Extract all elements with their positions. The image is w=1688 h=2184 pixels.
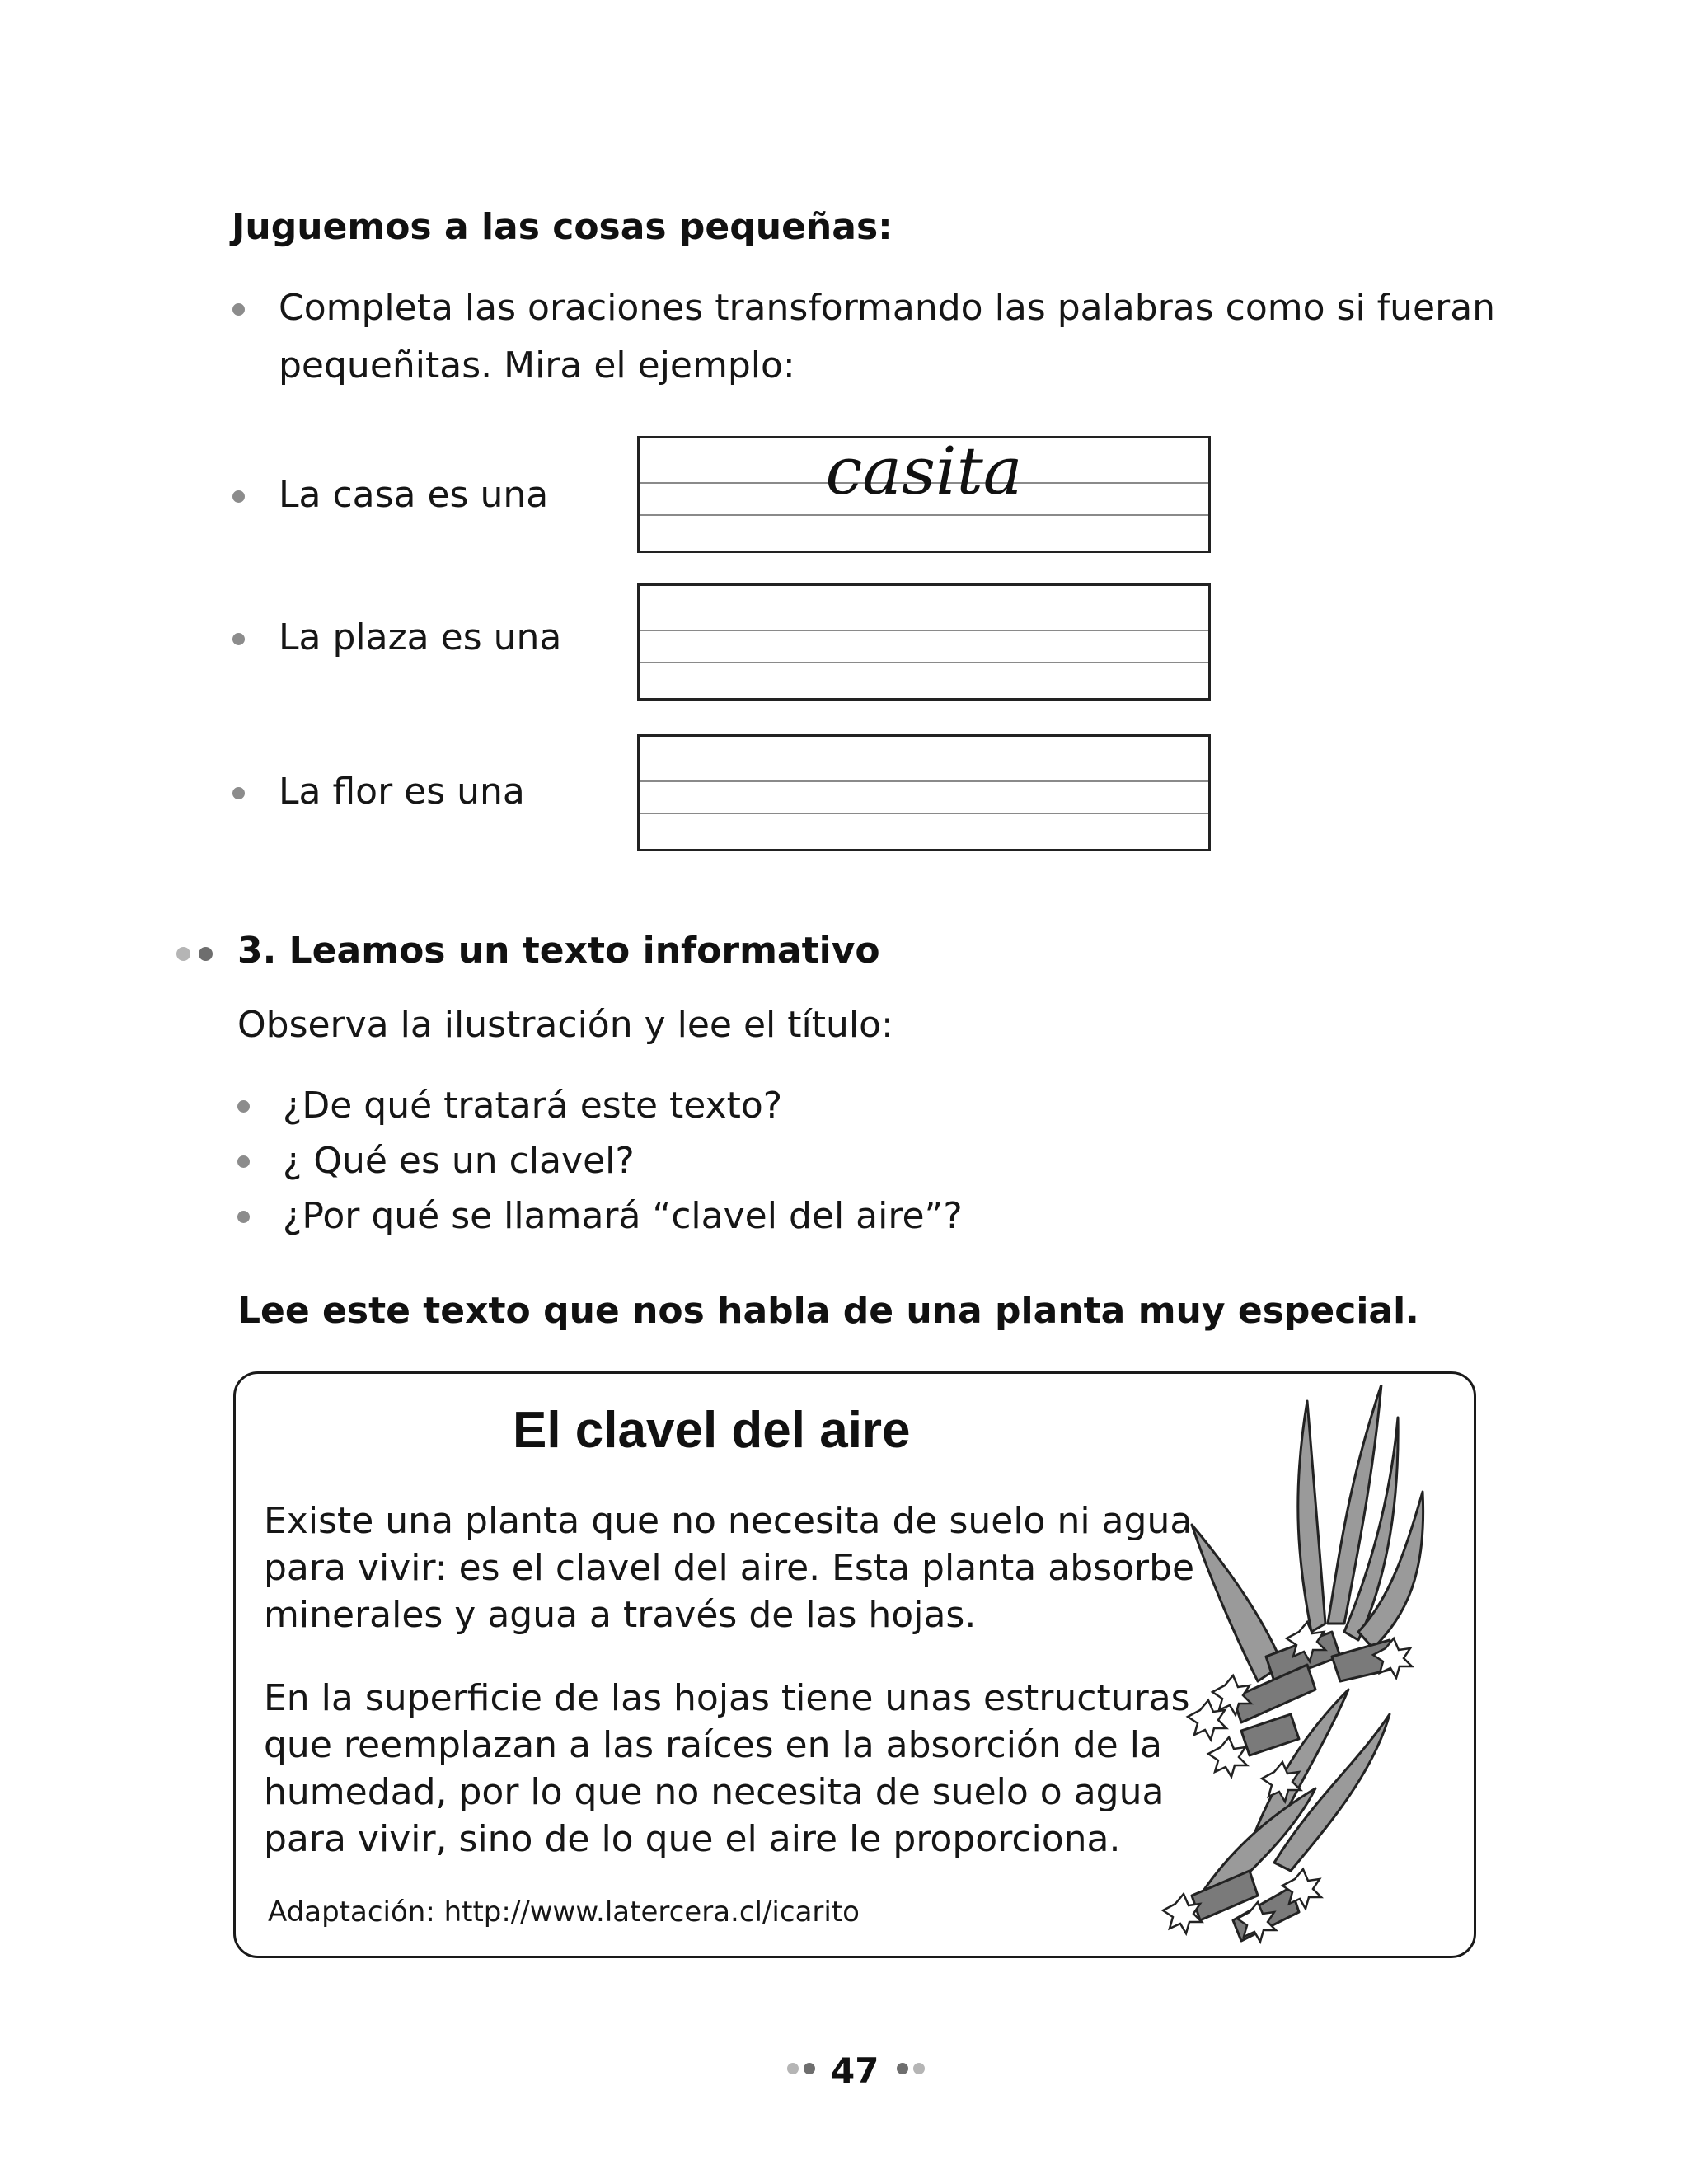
section-intro: Observa la ilustración y lee el título: [237, 1004, 893, 1046]
footer-dot-icon [787, 2063, 799, 2074]
bullet-icon [237, 1100, 250, 1113]
footer-dot-icon [897, 2063, 908, 2074]
ruled-line [640, 662, 1208, 663]
answer-box-2[interactable] [637, 583, 1211, 701]
page-number: 47 [831, 2050, 879, 2091]
ruled-line [640, 813, 1208, 814]
section-dot-icon [199, 947, 213, 961]
exercise-prompt: La casa es una [279, 474, 549, 516]
paragraph-line: humedad, por lo que no necesita de suelo o agua [264, 1771, 1165, 1813]
question-item: ¿ Qué es un clavel? [283, 1140, 635, 1182]
info-box-title: El clavel del aire [513, 1402, 911, 1459]
bullet-icon [232, 787, 245, 799]
answer-box-3[interactable] [637, 734, 1211, 851]
exercise-prompt: La plaza es una [279, 616, 562, 658]
bullet-icon [232, 490, 245, 503]
bullet-icon [232, 633, 245, 645]
footer-dot-icon [913, 2063, 925, 2074]
exercise-prompt: La flor es una [279, 771, 525, 813]
bullet-icon [237, 1155, 250, 1168]
paragraph-line: En la superficie de las hojas tiene unas estructuras [264, 1677, 1190, 1719]
paragraph-line: para vivir, sino de lo que el aire le proporciona. [264, 1818, 1121, 1860]
bullet-icon [237, 1211, 250, 1223]
bullet-icon [232, 303, 245, 316]
section-heading-game: Juguemos a las cosas pequeñas: [232, 206, 893, 248]
source-citation: Adaptación: http://www.latercera.cl/icarito [268, 1896, 860, 1929]
example-answer: casita [825, 433, 1023, 509]
paragraph-line: Existe una planta que no necesita de suelo ni agua [264, 1500, 1193, 1542]
ruled-line [640, 780, 1208, 782]
question-item: ¿Por qué se llamará “clavel del aire”? [283, 1195, 963, 1237]
paragraph-line: minerales y agua a través de las hojas. [264, 1594, 977, 1636]
question-item: ¿De qué tratará este texto? [283, 1085, 783, 1127]
info-paragraph-2 [264, 1675, 1190, 1863]
footer-dot-icon [804, 2063, 815, 2074]
reading-lead: Lee este texto que nos habla de una planta muy especial. [237, 1290, 1419, 1332]
section-dot-icon [176, 947, 190, 961]
paragraph-line: que reemplazan a las raíces en la absorción de la [264, 1724, 1162, 1766]
ruled-line [640, 630, 1208, 631]
paragraph-line: para vivir: es el clavel del aire. Esta planta absorbe [264, 1547, 1195, 1589]
instruction-line-1: Completa las oraciones transformando las palabras como si fueran [279, 287, 1496, 329]
ruled-line [640, 514, 1208, 516]
instruction-line-2: pequeñitas. Mira el ejemplo: [279, 344, 795, 387]
answer-box-1[interactable] [637, 433, 1211, 553]
air-plant-illustration [1142, 1385, 1472, 1945]
section-heading-3: 3. Leamos un texto informativo [237, 930, 880, 972]
info-paragraph-1 [264, 1497, 1194, 1638]
